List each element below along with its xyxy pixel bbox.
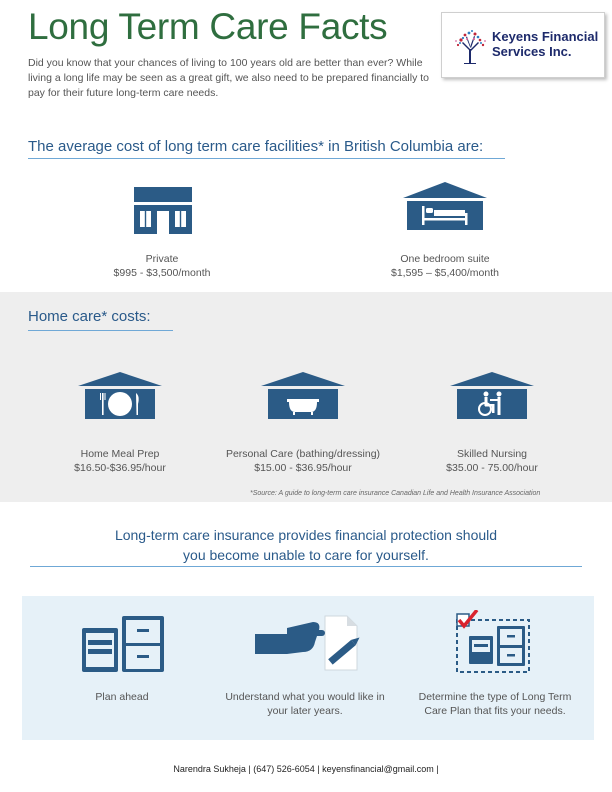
company-name-line1: Keyens Financial [492,29,599,44]
home-care-personal [203,447,403,475]
facilities-divider [28,158,505,159]
facility-private-name: Private [145,253,179,265]
home-care-meal-name: Home Meal Prep [80,448,160,460]
facility-suite-name: One bedroom suite [400,253,490,265]
step-understand: Understand what you would like in your later years. [225,691,385,717]
step-determine: Determine the type of Long Term Care Plan that fits your needs. [418,691,572,717]
step-plan-ahead: Plan ahead [95,691,149,703]
hand-document-icon [255,612,361,674]
home-care-nursing-name: Skilled Nursing [456,448,528,460]
facility-suite [345,252,545,280]
insurance-line1: Long-term care insurance provides financial protection should [114,527,498,543]
page-title: Long Term Care Facts [28,6,388,47]
home-care-heading: Home care* costs: [28,308,151,325]
meal-icon [78,372,162,420]
checklist-icon [455,610,535,674]
source-note: *Source: A guide to long-term care insurance Canadian Life and Health Insurance Association [250,490,541,497]
intro-paragraph: Did you know that your chances of living to 100 years old are better than ever? While living a long life may be seen as a great gift, we also need to be prepared financially to pay for their future long-term care needs. [28,57,429,99]
home-care-meal [20,447,220,475]
home-care-nursing-cost: $35.00 - 75.00/hour [446,462,538,474]
company-logo [441,12,605,78]
company-name [492,29,598,59]
company-name-line2: Services Inc. [492,44,572,59]
home-care-personal-cost: $15.00 - $36.95/hour [254,462,352,474]
footer-contact: Narendra Sukheja | (647) 526-6054 | keyensfinancial@gmail.com | [173,764,439,774]
home-care-divider [28,330,173,331]
home-care-personal-name: Personal Care (bathing/dressing) [225,448,381,460]
file-cabinet-icon [80,614,166,674]
tree-logo-icon [450,27,490,67]
facility-suite-cost: $1,595 – $5,400/month [390,267,499,279]
bathtub-icon [261,372,345,420]
bed-icon [403,182,487,232]
home-care-meal-cost: $16.50-$36.95/hour [74,462,166,474]
house-icon [132,185,194,235]
insurance-divider [30,566,582,567]
facility-private [62,252,262,280]
facility-private-cost: $995 - $3,500/month [113,267,211,279]
home-care-nursing [392,447,592,475]
insurance-line2: you become unable to care for yourself. [183,547,429,563]
insurance-statement [30,525,582,565]
wheelchair-icon [450,372,534,420]
facilities-heading: The average cost of long term care facilities* in British Columbia are: [28,138,484,155]
